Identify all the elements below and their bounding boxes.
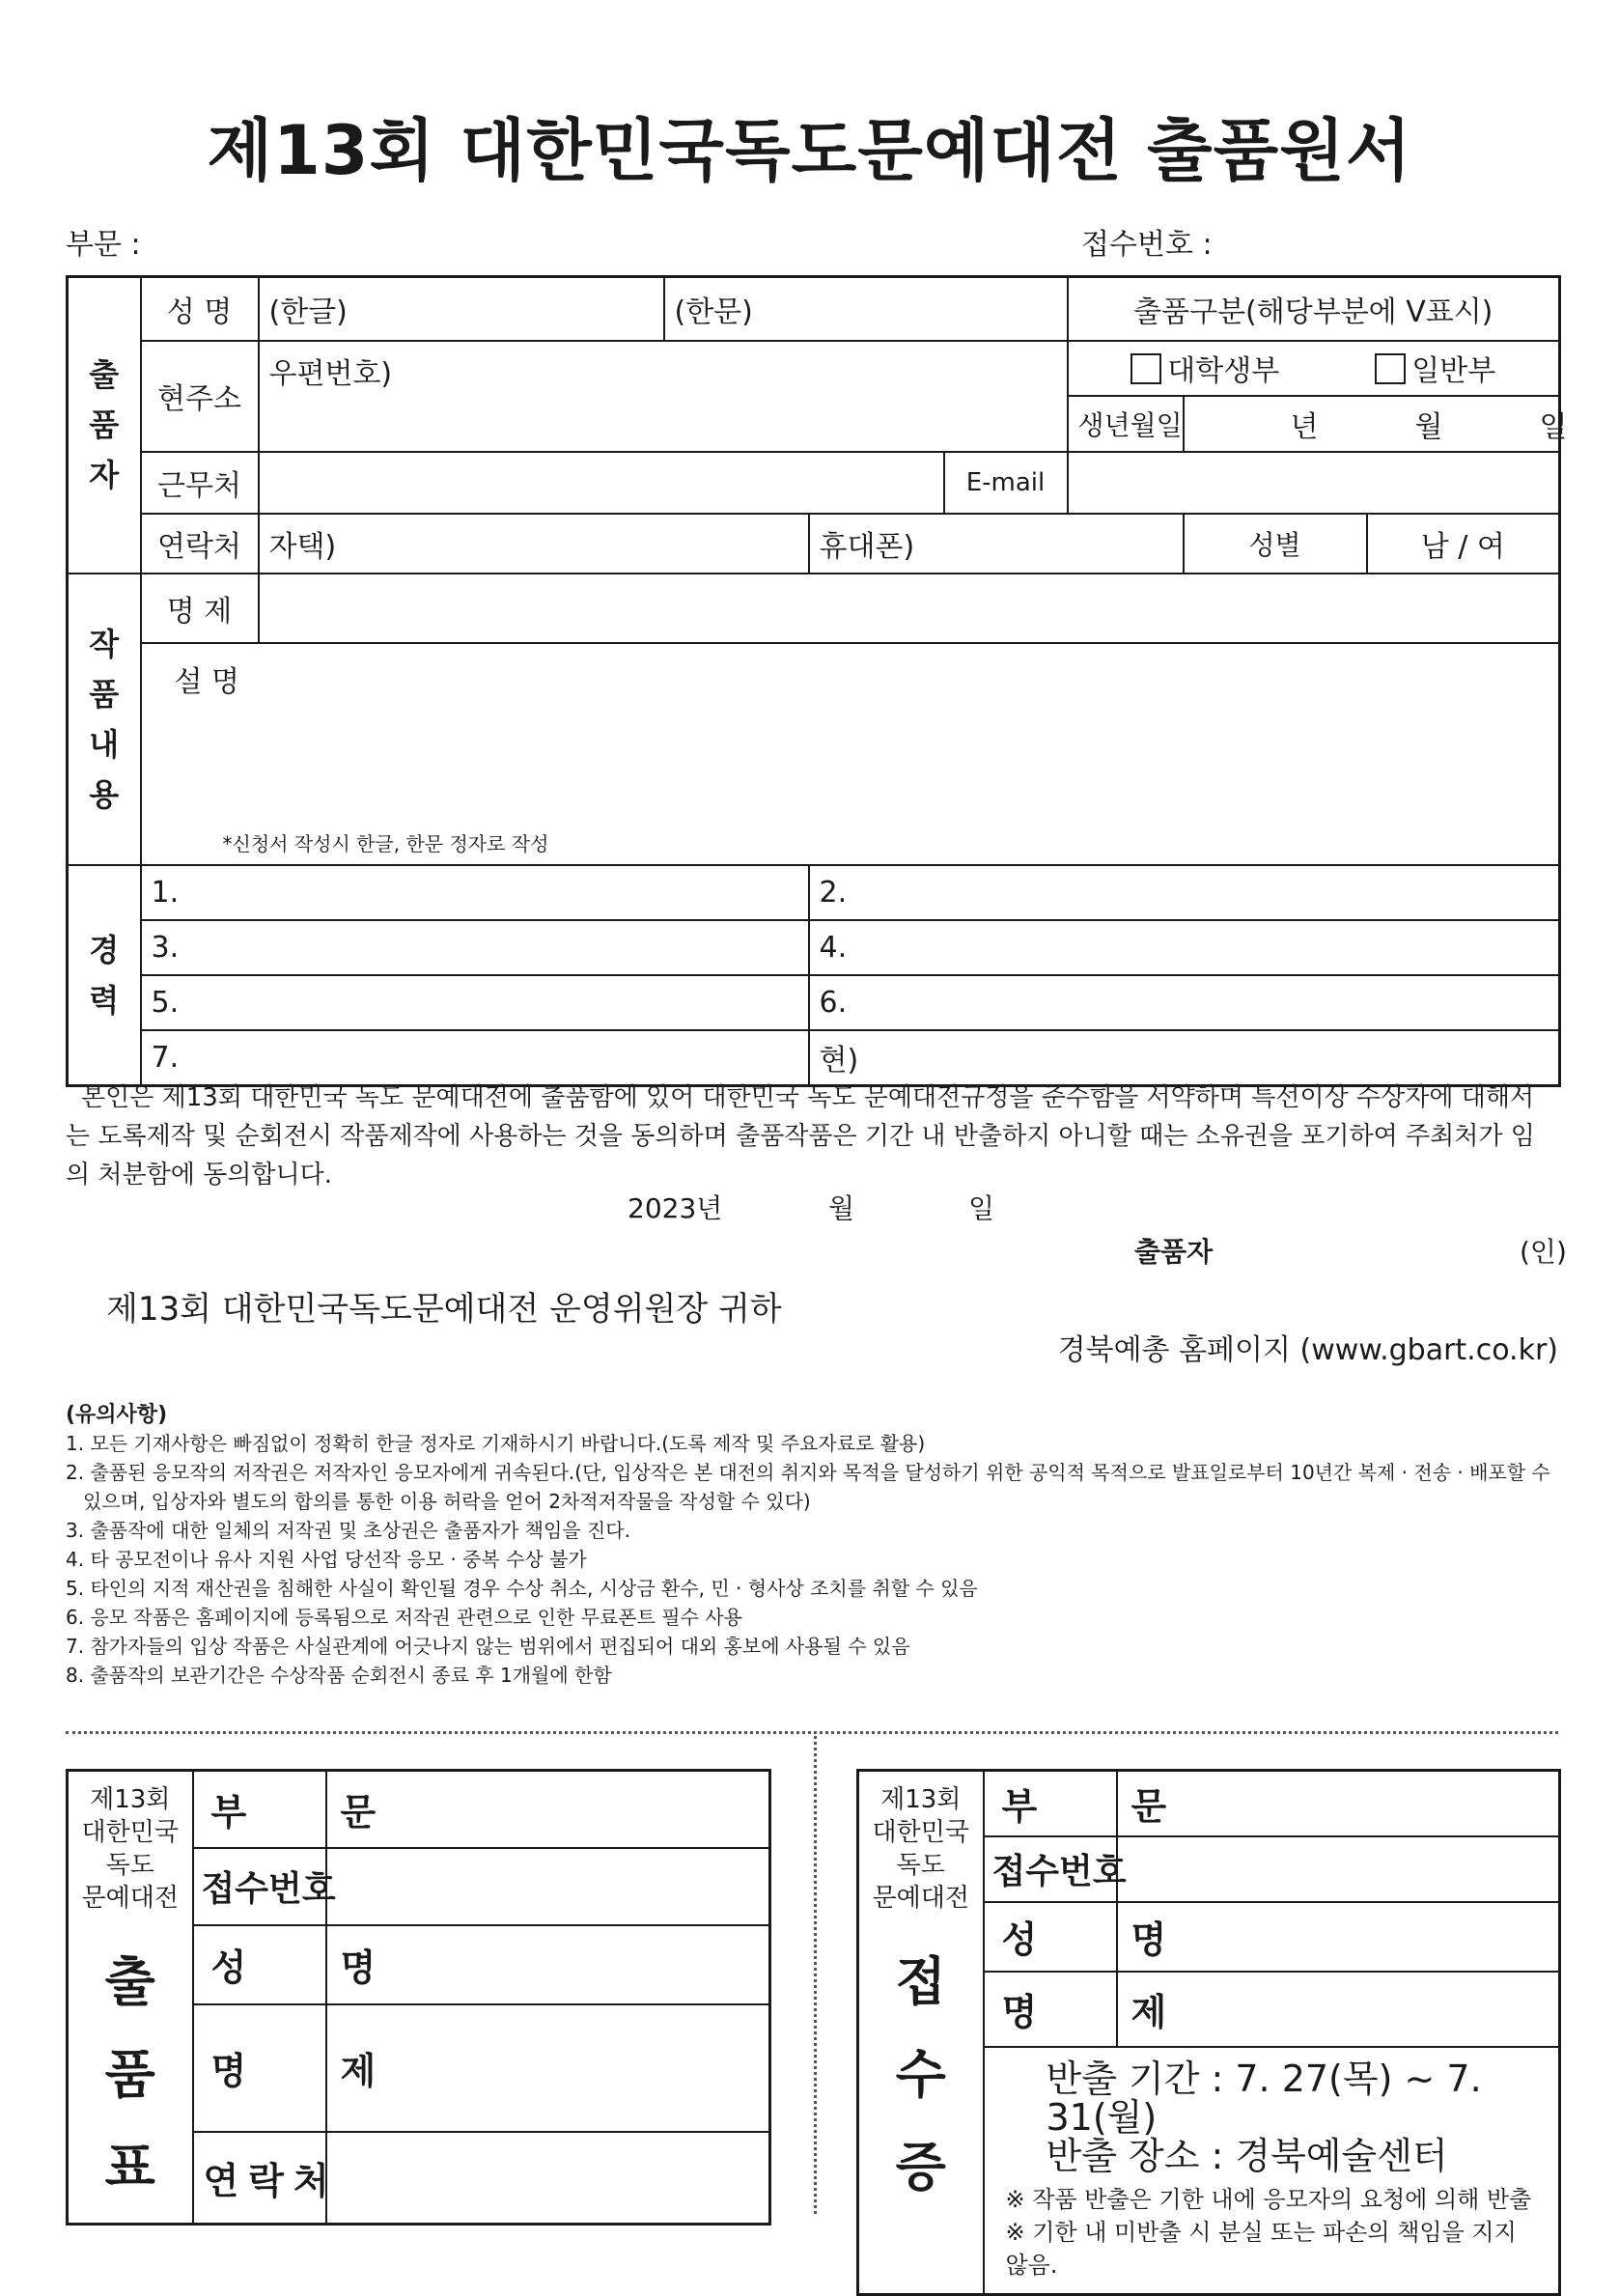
university-checkbox[interactable] bbox=[1131, 353, 1161, 384]
name-hanja-field[interactable]: (한문) bbox=[664, 277, 1068, 341]
gender-label: 성별 bbox=[1184, 514, 1367, 574]
birth-year-label: 년 bbox=[1290, 409, 1319, 444]
return-note-2: ※ 기한 내 미반출 시 분실 또는 파손의 책임을 지지 않음. bbox=[1005, 2218, 1517, 2279]
receipt-slip-receipt-label: 접수번호 bbox=[984, 1836, 1117, 1902]
entry-slip-contact-label: 연락처 bbox=[193, 2132, 326, 2225]
entry-slip-contact-field[interactable] bbox=[326, 2132, 770, 2225]
email-label: E-mail bbox=[944, 452, 1068, 514]
work-title-field[interactable] bbox=[259, 574, 1560, 643]
notice-item: 2. 출품된 응모작의 저작권은 저작자인 응모자에게 귀속된다.(단, 입상작은 본 대전의 취지와 목적을 달성하기 위한 공익적 목적으로 발표일로부터 10년간 복제 · 전송 · 배포할 수 있으며, 입상자와 별도의 합의를 통한 이용 허락을 얻어 2차적저작물을 작성할 수 있다) bbox=[66, 1461, 1550, 1513]
work-writing-note: *신청서 작성시 한글, 한문 정자로 작성 bbox=[222, 831, 549, 855]
gender-field[interactable]: 남 / 여 bbox=[1367, 514, 1560, 574]
seal-mark: (인) bbox=[1520, 1236, 1567, 1268]
page-title: 제13회 대한민국독도문예대전 출품원서 bbox=[207, 111, 1412, 190]
address-label: 현주소 bbox=[141, 341, 259, 452]
career-item-1[interactable]: 1. bbox=[141, 865, 809, 920]
entry-slip-title-label: 명 제 bbox=[193, 2004, 326, 2132]
cut-line-horizontal bbox=[66, 1731, 1558, 1734]
addressee-text: 제13회 대한민국독도문예대전 운영위원장 귀하 bbox=[106, 1290, 782, 1329]
entry-slip-name-label: 성 명 bbox=[193, 1925, 326, 2004]
entry-slip-table bbox=[66, 1769, 771, 2226]
work-description-label: 설 명 bbox=[174, 664, 239, 699]
workplace-field[interactable] bbox=[259, 452, 944, 514]
entry-slip-receipt-label: 접수번호 bbox=[193, 1848, 326, 1925]
homepage-text: 경북예총 홈페이지 (www.gbart.co.kr) bbox=[1057, 1333, 1558, 1367]
career-item-4[interactable]: 4. bbox=[809, 920, 1560, 975]
receipt-slip-side-label: 제13회 대한민국 독도 문예대전 접 수 증 bbox=[858, 1771, 984, 2295]
notice-list bbox=[66, 1429, 1562, 1690]
receipt-slip-name-label: 성 명 bbox=[984, 1902, 1117, 1972]
entry-category-options bbox=[1068, 341, 1560, 396]
notice-item: 7. 참가자들의 입상 작품은 사실관계에 어긋나지 않는 범위에서 편집되어 대외 홍보에 사용될 수 있음 bbox=[66, 1635, 910, 1658]
work-section-label: 작 품 내 용 bbox=[68, 574, 141, 865]
date-month: 월 bbox=[828, 1192, 855, 1224]
notice-item: 6. 응모 작품은 홈페이지에 등록됨으로 저작권 관련으로 인한 무료폰트 필수 사용 bbox=[66, 1606, 742, 1629]
receipt-slip-table bbox=[856, 1769, 1561, 2296]
contact-label: 연락처 bbox=[141, 514, 259, 574]
email-field[interactable] bbox=[1068, 452, 1560, 514]
birthdate-label: 생년월일 bbox=[1068, 396, 1184, 452]
birthdate-field[interactable] bbox=[1184, 396, 1568, 452]
return-info bbox=[984, 2047, 1560, 2295]
career-item-2[interactable]: 2. bbox=[809, 865, 1560, 920]
receipt-slip-division-label: 부 문 bbox=[984, 1771, 1117, 1836]
date-day: 일 bbox=[968, 1192, 995, 1224]
career-section-label: 경 력 bbox=[68, 865, 141, 1086]
notice-item: 5. 타인의 지적 재산권을 침해한 사실이 확인될 경우 수상 취소, 시상금 환수, 민 · 형사상 조치를 취할 수 있음 bbox=[66, 1577, 978, 1600]
work-title-label: 명 제 bbox=[141, 574, 259, 643]
career-item-7[interactable]: 7. bbox=[141, 1030, 809, 1086]
notice-item: 8. 출품작의 보관기간은 수상작품 순회전시 종료 후 1개월에 한함 bbox=[66, 1664, 612, 1687]
home-phone-field[interactable]: 자택) bbox=[259, 514, 809, 574]
cut-line-vertical bbox=[814, 1731, 817, 2214]
notice-item: 3. 출품작에 대한 일체의 저작권 및 초상권은 출품자가 책임을 진다. bbox=[66, 1519, 630, 1542]
application-form-table bbox=[66, 275, 1568, 1087]
name-korean-field[interactable]: (한글) bbox=[259, 277, 664, 341]
general-option[interactable]: 일반부 bbox=[1375, 354, 1495, 388]
receipt-slip-receipt-field[interactable] bbox=[1117, 1836, 1560, 1902]
notice-heading: (유의사항) bbox=[66, 1403, 168, 1427]
career-item-3[interactable]: 3. bbox=[141, 920, 809, 975]
pledge-text: 본인은 제13회 대한민국 독도 문예대전에 출품함에 있어 대한민국 독도 문예대전규정을 준수함을 서약하며 특선이상 수상자에 대해서는 도록제작 및 순회전시 작품제작에 사용하는 것을 동의하며 출품작품은 기간 내 반출하지 아니할 때는 소유권을 포기하여 주최처가 임의 처분함에 동의합니다. bbox=[66, 1083, 1535, 1190]
career-item-5[interactable]: 5. bbox=[141, 975, 809, 1030]
return-period: 반출 기간 : 7. 27(목) ~ 7. 31(월) bbox=[1046, 2057, 1482, 2139]
address-field[interactable]: 우편번호) bbox=[259, 341, 1068, 452]
entry-slip-receipt-field[interactable] bbox=[326, 1848, 770, 1925]
return-place: 반출 장소 : 경북예술센터 bbox=[1046, 2134, 1448, 2177]
signer-label: 출품자 bbox=[1134, 1236, 1214, 1268]
receipt-number-label: 접수번호 : bbox=[1081, 228, 1213, 262]
university-option[interactable]: 대학생부 bbox=[1131, 354, 1279, 388]
division-label: 부문 : bbox=[66, 228, 141, 262]
work-description-field[interactable] bbox=[141, 643, 1560, 865]
notice-item: 4. 타 공모전이나 유사 지원 사업 당선작 응모 · 중복 수상 불가 bbox=[66, 1548, 587, 1571]
notice-item: 1. 모든 기재사항은 빠짐없이 정확히 한글 정자로 기재하시기 바랍니다.(도록 제작 및 주요자료로 활용) bbox=[66, 1432, 926, 1455]
career-item-6[interactable]: 6. bbox=[809, 975, 1560, 1030]
birth-month-label: 월 bbox=[1414, 409, 1443, 444]
name-label: 성 명 bbox=[141, 277, 259, 341]
birth-day-label: 일 bbox=[1539, 409, 1568, 444]
career-item-current[interactable]: 현) bbox=[809, 1030, 1560, 1086]
workplace-label: 근무처 bbox=[141, 452, 259, 514]
receipt-slip-title-label: 명 제 bbox=[984, 1972, 1117, 2047]
entry-slip-side-label: 제13회 대한민국 독도 문예대전 출 품 표 bbox=[68, 1771, 193, 2225]
mobile-phone-field[interactable]: 휴대폰) bbox=[809, 514, 1184, 574]
date-year: 2023년 bbox=[628, 1192, 723, 1224]
entry-category-label: 출품구분(해당부분에 V표시) bbox=[1068, 277, 1560, 341]
return-note-1: ※ 작품 반출은 기한 내에 응모자의 요청에 의해 반출 bbox=[1005, 2185, 1532, 2213]
entry-slip-division-label: 부 문 bbox=[193, 1771, 326, 1848]
general-checkbox[interactable] bbox=[1375, 353, 1406, 384]
applicant-section-label: 출 품 자 bbox=[68, 277, 141, 574]
